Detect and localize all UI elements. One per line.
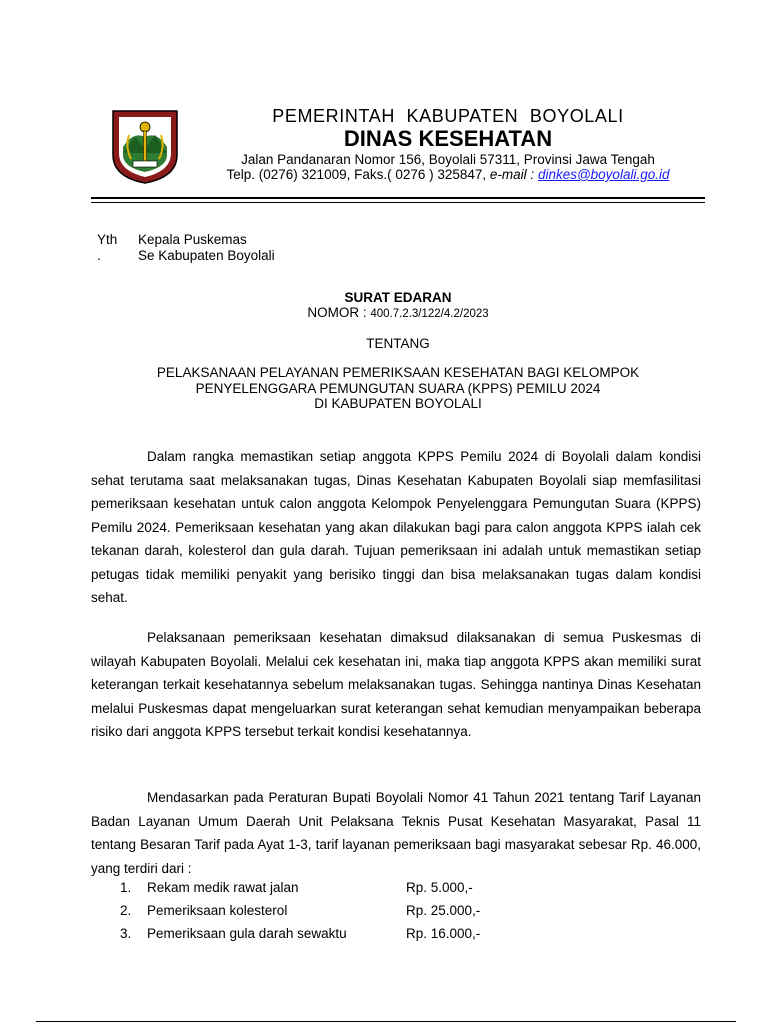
circular-subject — [91, 365, 705, 412]
addressee-line-2: Se Kabupaten Boyolali — [138, 248, 275, 263]
agency-name: DINAS KESEHATAN — [343, 126, 553, 151]
body-paragraph-2: Pelaksanaan pemeriksaan kesehatan dimaksud dilaksanakan di semua Puskesmas di wilayah Kabupaten Boyolali. Melalui cek kesehatan ini, maka tiap anggota KPPS akan memiliki surat keterangan terkait kesehatannya sebelum melaksanakan tugas. Sehingga nantinya Dinas Kesehatan melalui Puskesmas dapat mengeluarkan surat keterangan sehat kemudian menyampaikan beberapa risiko dari anggota KPPS tersebut terkait kondisi kesehatannya. — [91, 630, 701, 739]
circular-number — [91, 305, 705, 320]
subject-line-3: DI KABUPATEN BOYOLALI — [314, 396, 482, 411]
salutation-dot: . — [97, 248, 101, 263]
page-bottom-rule — [36, 1021, 736, 1022]
circular-title: SURAT EDARAN — [344, 290, 452, 305]
subject-line-1: PELAKSANAAN PELAYANAN PEMERIKSAAN KESEHATAN BAGI KELOMPOK — [156, 365, 640, 380]
body-paragraph-3: Mendasarkan pada Peraturan Bupati Boyolali Nomor 41 Tahun 2021 tentang Tarif Layanan Badan Layanan Umum Daerah Unit Pelaksana Teknis Pusat Kesehatan Masyarakat, Pasal 11 tentang Besaran Tarif pada Ayat 1-3, tarif layanan pemeriksaan bagi masyarakat sebesar Rp. 46.000, yang terdiri dari : — [91, 790, 701, 876]
tentang-heading: TENTANG — [366, 336, 430, 351]
fee-item-name: Pemeriksaan kolesterol — [147, 903, 288, 918]
fee-list — [120, 876, 540, 945]
fee-item — [120, 899, 540, 922]
letterhead-divider-thin — [91, 202, 705, 203]
fee-item-price: Rp. 25.000,- — [406, 903, 481, 918]
addressee — [138, 232, 275, 264]
addressee-line-1: Kepala Puskemas — [138, 232, 247, 247]
agency-address: Jalan Pandanaran Nomor 156, Boyolali 57311, Provinsi Jawa Tengah — [241, 152, 655, 167]
agency-contact — [190, 167, 706, 182]
salutation-yth: Yth — [97, 232, 118, 247]
subject-line-2: PENYELENGGARA PEMUNGUTAN SUARA (KPPS) PEMILU 2024 — [195, 380, 601, 396]
fee-item-name: Rekam medik rawat jalan — [147, 880, 299, 895]
number-label: NOMOR : — [307, 305, 371, 320]
fee-item-number: 1. — [120, 880, 132, 895]
email-label: e-mail : — [489, 167, 538, 182]
fee-item-number: 3. — [120, 926, 132, 941]
email-link[interactable]: dinkes@boyolali.go.id — [537, 167, 670, 182]
letterhead-divider-thick — [91, 197, 705, 199]
number-value: 400.7.2.3/122/4.2/2023 — [370, 308, 489, 320]
fee-item — [120, 876, 540, 899]
fee-item-number: 2. — [120, 903, 132, 918]
fee-item-price: Rp. 5.000,- — [406, 880, 473, 895]
body-paragraph-1: Dalam rangka memastikan setiap anggota KPPS Pemilu 2024 di Boyolali dalam kondisi sehat terutama saat melaksanakan tugas, Dinas Kesehatan Kabupaten Boyolali siap memfasilitasi pemeriksaan kesehatan untuk calon anggota Kelompok Penyelenggara Pemungutan Suara (KPPS) Pemilu 2024. Pemeriksaan kesehatan yang akan dilakukan bagi para calon anggota KPPS ialah cek tekanan darah, kolesterol dan gula darah. Tujuan pemeriksaan ini adalah untuk memastikan setiap petugas tidak memiliki penyakit yang berisiko tinggi dan bisa melaksanakan tugas dalam kondisi sehat. — [91, 449, 701, 605]
contact-phone-fax: Telp. (0276) 321009, Faks.( 0276 ) 325847, — [226, 167, 490, 182]
fee-item-name: Pemeriksaan gula darah sewaktu — [147, 926, 347, 941]
fee-item — [120, 922, 540, 945]
salutation — [97, 232, 117, 264]
government-name: PEMERINTAH KABUPATEN BOYOLALI — [272, 106, 624, 126]
boyolali-crest-logo — [109, 107, 181, 185]
fee-item-price: Rp. 16.000,- — [406, 926, 481, 941]
